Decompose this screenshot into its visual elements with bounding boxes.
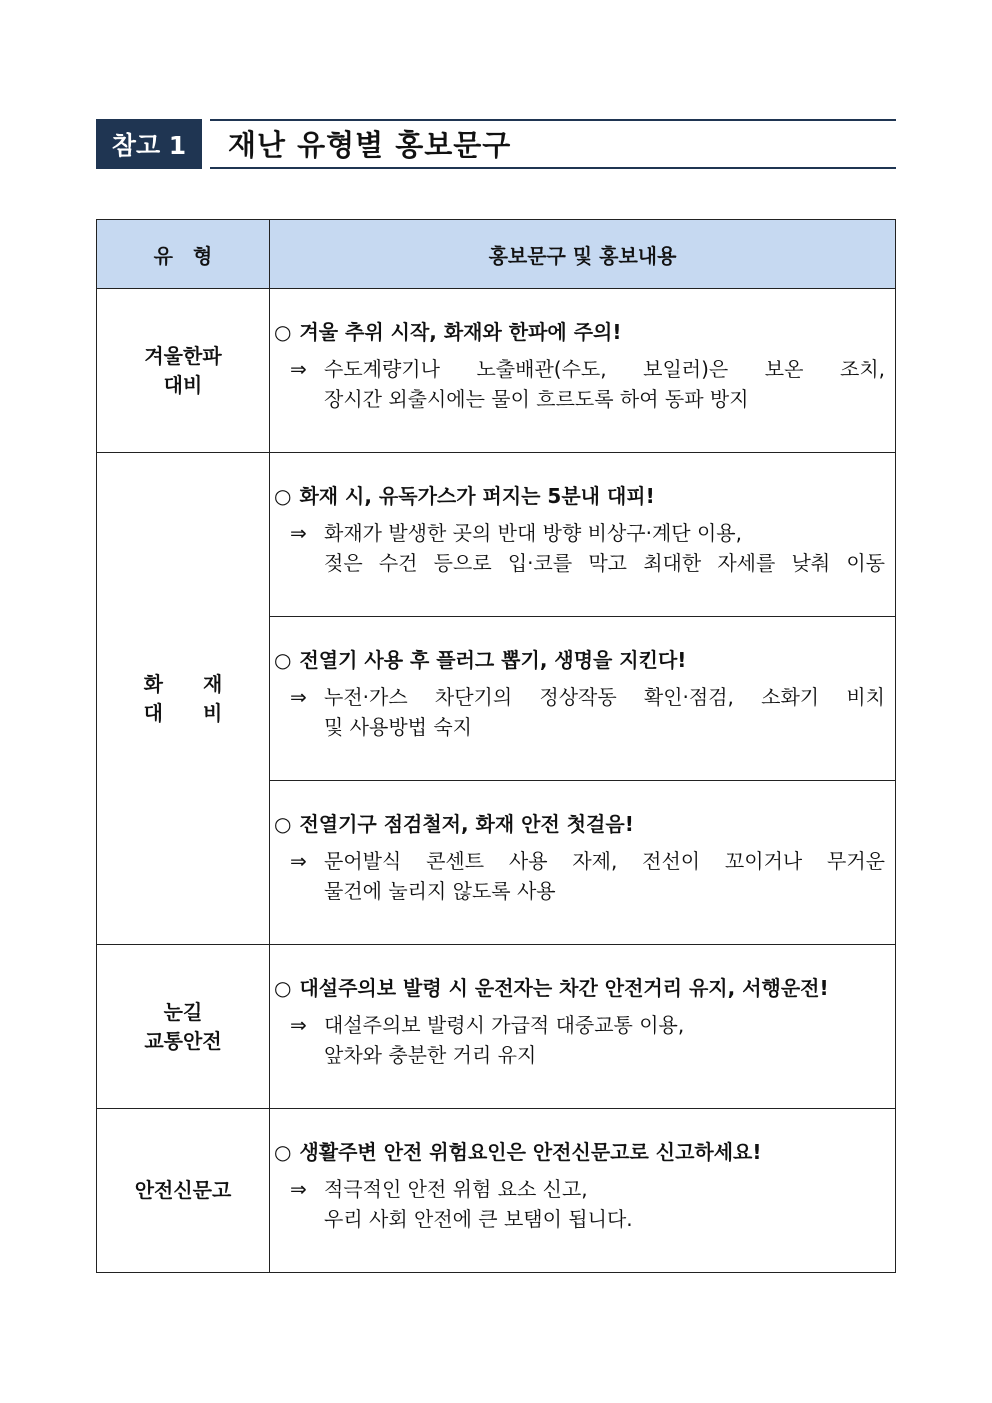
slogan-text: 전열기구 점검철저, 화재 안전 첫걸음!	[299, 812, 634, 836]
detail-line: 및 사용방법 숙지	[324, 715, 472, 739]
content-cell	[270, 1109, 896, 1273]
slogan-line	[274, 973, 885, 1003]
reference-badge: 참고 1	[96, 119, 202, 169]
type-label: 교통안전	[144, 1028, 222, 1053]
detail-line: 화재가 발생한 곳의 반대 방향 비상구·계단 이용,	[324, 521, 742, 545]
arrow-icon: ⇒	[290, 685, 307, 709]
detail-block	[274, 354, 885, 414]
slogan-table	[96, 219, 896, 1273]
arrow-icon: ⇒	[290, 1177, 307, 1201]
slogan-text: 화재 시, 유독가스가 퍼지는 5분내 대피!	[299, 484, 655, 508]
content-cell	[270, 453, 896, 617]
table-header-row	[97, 220, 896, 289]
detail-block	[274, 518, 885, 578]
detail-line: 젖은 수건 등으로 입·코를 막고 최대한 자세를 낮춰 이동	[324, 551, 885, 575]
arrow-icon: ⇒	[290, 521, 307, 545]
table-row	[97, 453, 896, 617]
slogan-line	[274, 809, 885, 839]
content-cell	[270, 289, 896, 453]
column-header-content: 홍보문구 및 홍보내용	[270, 220, 896, 289]
type-cell-fire	[97, 453, 270, 945]
type-label: 대 비	[143, 700, 223, 725]
detail-line: 우리 사회 안전에 큰 보탬이 됩니다.	[324, 1207, 633, 1231]
table-row	[97, 1109, 896, 1273]
arrow-icon: ⇒	[290, 849, 307, 873]
detail-line: 문어발식 콘센트 사용 자제, 전선이 꼬이거나 무거운	[324, 849, 885, 873]
circle-bullet-icon: ○	[274, 320, 292, 344]
content-cell	[270, 781, 896, 945]
circle-bullet-icon: ○	[274, 812, 292, 836]
circle-bullet-icon: ○	[274, 648, 292, 672]
type-label: 대비	[163, 372, 203, 397]
table-row	[97, 945, 896, 1109]
type-cell-winter	[97, 289, 270, 453]
content-cell	[270, 617, 896, 781]
type-label: 화 재	[143, 671, 223, 696]
slogan-line	[274, 1137, 885, 1167]
column-header-type: 유 형	[97, 220, 270, 289]
detail-line: 누전·가스 차단기의 정상작동 확인·점검, 소화기 비치	[324, 685, 885, 709]
detail-line: 수도계량기나 노출배관(수도, 보일러)은 보온 조치,	[324, 357, 885, 381]
detail-block	[274, 1174, 885, 1234]
detail-line: 대설주의보 발령시 가급적 대중교통 이용,	[324, 1013, 685, 1037]
slogan-line	[274, 317, 885, 347]
table-row	[97, 289, 896, 453]
detail-line: 장시간 외출시에는 물이 흐르도록 하여 동파 방지	[324, 387, 749, 411]
slogan-text: 전열기 사용 후 플러그 뽑기, 생명을 지킨다!	[299, 648, 687, 672]
arrow-icon: ⇒	[290, 1013, 307, 1037]
circle-bullet-icon: ○	[274, 1140, 292, 1164]
slogan-text: 생활주변 안전 위험요인은 안전신문고로 신고하세요!	[299, 1140, 762, 1164]
detail-block	[274, 846, 885, 906]
slogan-text: 겨울 추위 시작, 화재와 한파에 주의!	[299, 320, 622, 344]
type-label: 겨울한파	[144, 343, 222, 368]
title-rule-top	[210, 119, 896, 121]
type-label: 안전신문고	[134, 1178, 232, 1202]
title-rule-bottom	[210, 167, 896, 169]
slogan-line	[274, 481, 885, 511]
content-cell	[270, 945, 896, 1109]
type-cell-snow-road	[97, 945, 270, 1109]
arrow-icon: ⇒	[290, 357, 307, 381]
detail-line: 앞차와 충분한 거리 유지	[324, 1043, 537, 1067]
detail-line: 적극적인 안전 위험 요소 신고,	[324, 1177, 588, 1201]
type-cell-safety-report	[97, 1109, 270, 1273]
detail-block	[274, 1010, 885, 1070]
slogan-line	[274, 645, 885, 675]
detail-line: 물건에 눌리지 않도록 사용	[324, 879, 556, 903]
page-title: 재난 유형별 홍보문구	[228, 128, 512, 162]
slogan-text: 대설주의보 발령 시 운전자는 차간 안전거리 유지, 서행운전!	[299, 976, 829, 1000]
type-label: 눈길	[163, 999, 203, 1024]
circle-bullet-icon: ○	[274, 976, 292, 1000]
detail-block	[274, 682, 885, 742]
circle-bullet-icon: ○	[274, 484, 292, 508]
